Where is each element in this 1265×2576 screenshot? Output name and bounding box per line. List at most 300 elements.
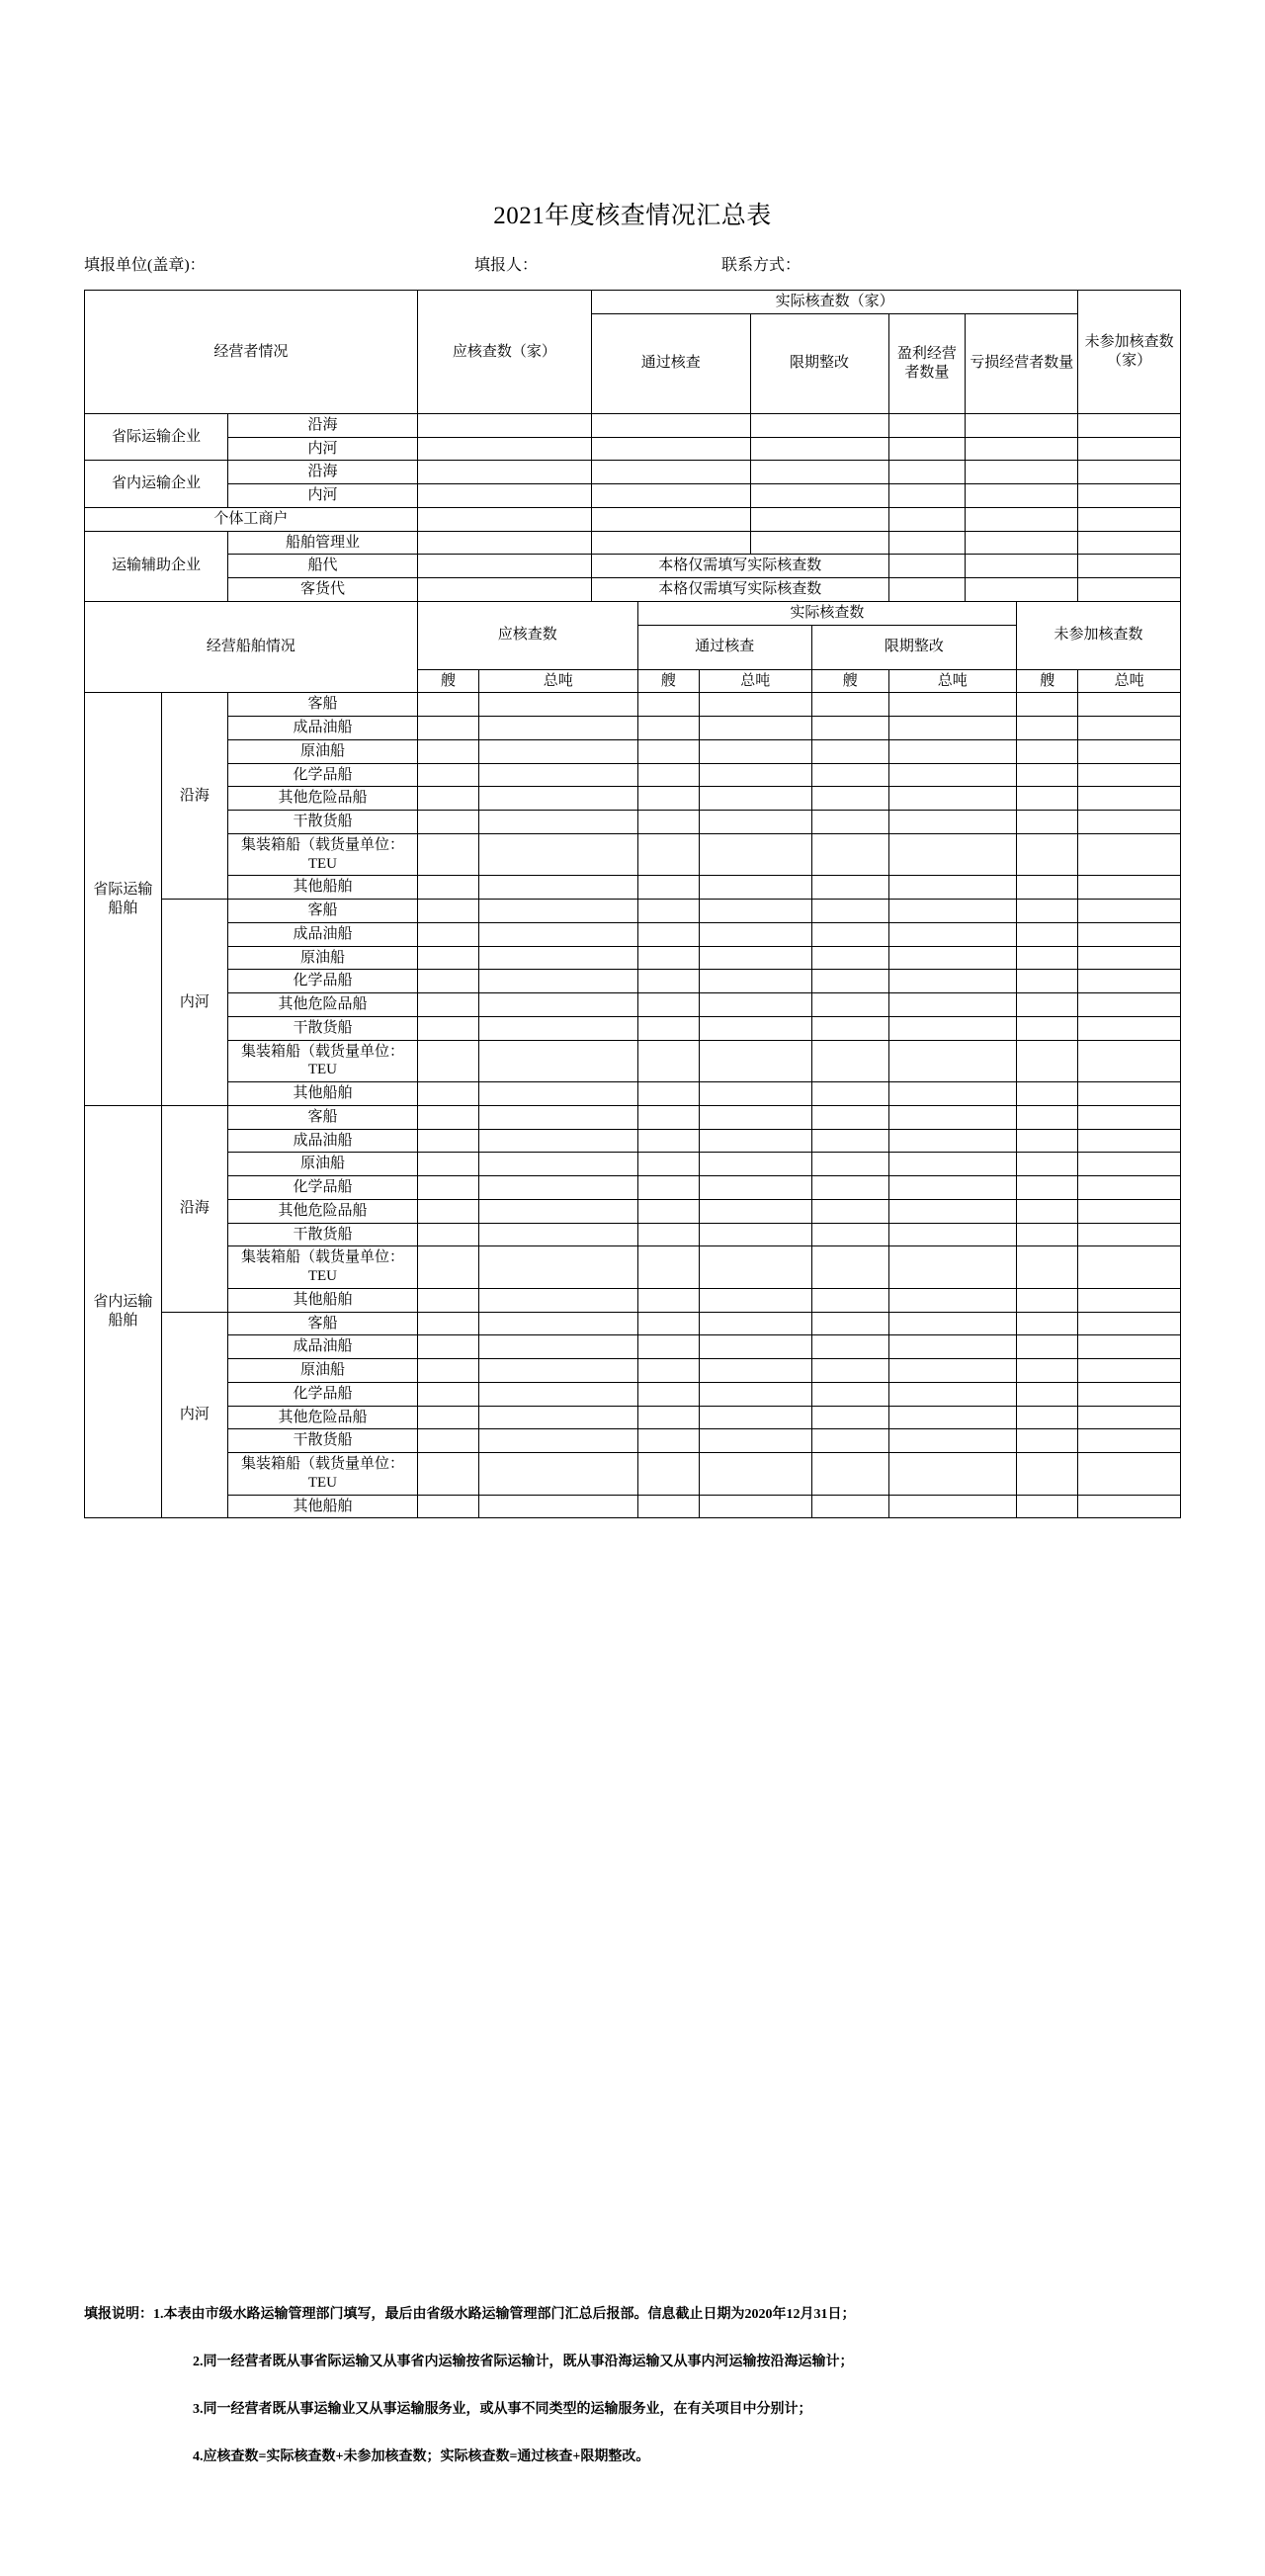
cell-rectify-tonnage[interactable] bbox=[888, 1176, 1017, 1200]
cell-loss[interactable] bbox=[966, 461, 1078, 484]
cell-loss[interactable] bbox=[966, 555, 1078, 578]
cell-not-joined-tonnage[interactable] bbox=[1078, 1153, 1181, 1176]
cell-not-joined-tonnage[interactable] bbox=[1078, 1359, 1181, 1383]
cell-should-check-ships[interactable] bbox=[417, 1176, 478, 1200]
cell-should-check-tonnage[interactable] bbox=[478, 1129, 637, 1153]
cell-should-check-tonnage[interactable] bbox=[478, 993, 637, 1017]
cell-not-joined-ships[interactable] bbox=[1017, 900, 1078, 923]
cell-rectify-tonnage[interactable] bbox=[888, 1016, 1017, 1040]
cell-rectify-ships[interactable] bbox=[811, 1223, 888, 1246]
cell-passed-tonnage[interactable] bbox=[699, 970, 811, 993]
cell-profit[interactable] bbox=[888, 461, 966, 484]
cell-should-check-ships[interactable] bbox=[417, 1288, 478, 1312]
cell-should-check-ships[interactable] bbox=[417, 1016, 478, 1040]
cell-passed-tonnage[interactable] bbox=[699, 946, 811, 970]
cell-should-check-ships[interactable] bbox=[417, 970, 478, 993]
cell-passed[interactable] bbox=[592, 507, 751, 531]
cell-loss[interactable] bbox=[966, 437, 1078, 461]
cell-should-check-tonnage[interactable] bbox=[478, 1105, 637, 1129]
cell-rectify-ships[interactable] bbox=[811, 970, 888, 993]
cell-not-joined-ships[interactable] bbox=[1017, 1082, 1078, 1106]
cell-passed-ships[interactable] bbox=[637, 1082, 699, 1106]
cell-rectify-ships[interactable] bbox=[811, 739, 888, 763]
cell-passed-tonnage[interactable] bbox=[699, 1105, 811, 1129]
cell-rectify-tonnage[interactable] bbox=[888, 1288, 1017, 1312]
cell-passed-tonnage[interactable] bbox=[699, 1223, 811, 1246]
cell-not-joined-tonnage[interactable] bbox=[1078, 1016, 1181, 1040]
cell-rectify-tonnage[interactable] bbox=[888, 1040, 1017, 1082]
cell-passed-tonnage[interactable] bbox=[699, 1335, 811, 1359]
cell-rectify-tonnage[interactable] bbox=[888, 717, 1017, 740]
cell-not-joined-tonnage[interactable] bbox=[1078, 1129, 1181, 1153]
cell-should-check[interactable] bbox=[417, 507, 591, 531]
cell-rectify-tonnage[interactable] bbox=[888, 876, 1017, 900]
cell-not-joined-tonnage[interactable] bbox=[1078, 1382, 1181, 1406]
cell-should-check-tonnage[interactable] bbox=[478, 1335, 637, 1359]
cell-passed-tonnage[interactable] bbox=[699, 1129, 811, 1153]
cell-passed-tonnage[interactable] bbox=[699, 1453, 811, 1496]
cell-should-check-tonnage[interactable] bbox=[478, 1199, 637, 1223]
cell-not-joined-ships[interactable] bbox=[1017, 1246, 1078, 1289]
cell-not-joined-tonnage[interactable] bbox=[1078, 811, 1181, 834]
cell-rectify-tonnage[interactable] bbox=[888, 787, 1017, 811]
cell-passed-ships[interactable] bbox=[637, 1223, 699, 1246]
cell-passed-tonnage[interactable] bbox=[699, 1016, 811, 1040]
cell-not-joined-ships[interactable] bbox=[1017, 1288, 1078, 1312]
cell-passed-ships[interactable] bbox=[637, 1429, 699, 1453]
cell-rectify-ships[interactable] bbox=[811, 787, 888, 811]
cell-passed[interactable] bbox=[592, 437, 751, 461]
cell-should-check-ships[interactable] bbox=[417, 1082, 478, 1106]
cell-passed-tonnage[interactable] bbox=[699, 833, 811, 876]
cell-not-joined-ships[interactable] bbox=[1017, 970, 1078, 993]
cell-rectify-ships[interactable] bbox=[811, 922, 888, 946]
cell-passed-tonnage[interactable] bbox=[699, 717, 811, 740]
cell-should-check-tonnage[interactable] bbox=[478, 763, 637, 787]
cell-should-check-ships[interactable] bbox=[417, 1105, 478, 1129]
cell-should-check-tonnage[interactable] bbox=[478, 946, 637, 970]
cell-rectify[interactable] bbox=[750, 437, 888, 461]
cell-not-joined-tonnage[interactable] bbox=[1078, 717, 1181, 740]
cell-profit[interactable] bbox=[888, 413, 966, 437]
cell-rectify-tonnage[interactable] bbox=[888, 1082, 1017, 1106]
cell-passed-tonnage[interactable] bbox=[699, 693, 811, 717]
cell-passed-ships[interactable] bbox=[637, 1176, 699, 1200]
cell-not-joined-ships[interactable] bbox=[1017, 1429, 1078, 1453]
cell-loss[interactable] bbox=[966, 507, 1078, 531]
cell-rectify-tonnage[interactable] bbox=[888, 1453, 1017, 1496]
cell-not-joined-tonnage[interactable] bbox=[1078, 970, 1181, 993]
cell-should-check-ships[interactable] bbox=[417, 1382, 478, 1406]
cell-rectify-tonnage[interactable] bbox=[888, 1246, 1017, 1289]
cell-rectify-ships[interactable] bbox=[811, 1288, 888, 1312]
cell-should-check-tonnage[interactable] bbox=[478, 1382, 637, 1406]
cell-not-joined[interactable] bbox=[1078, 555, 1181, 578]
cell-should-check-ships[interactable] bbox=[417, 1335, 478, 1359]
cell-loss[interactable] bbox=[966, 578, 1078, 602]
cell-profit[interactable] bbox=[888, 578, 966, 602]
cell-should-check-tonnage[interactable] bbox=[478, 1288, 637, 1312]
cell-passed-tonnage[interactable] bbox=[699, 1495, 811, 1518]
cell-should-check-tonnage[interactable] bbox=[478, 1153, 637, 1176]
cell-not-joined-tonnage[interactable] bbox=[1078, 1429, 1181, 1453]
cell-rectify-tonnage[interactable] bbox=[888, 900, 1017, 923]
cell-should-check-tonnage[interactable] bbox=[478, 811, 637, 834]
cell-not-joined-tonnage[interactable] bbox=[1078, 946, 1181, 970]
cell-should-check-ships[interactable] bbox=[417, 1129, 478, 1153]
cell-not-joined-ships[interactable] bbox=[1017, 1359, 1078, 1383]
cell-not-joined[interactable] bbox=[1078, 437, 1181, 461]
cell-rectify-ships[interactable] bbox=[811, 833, 888, 876]
cell-passed-tonnage[interactable] bbox=[699, 1082, 811, 1106]
cell-profit[interactable] bbox=[888, 484, 966, 508]
cell-should-check-tonnage[interactable] bbox=[478, 1223, 637, 1246]
cell-not-joined-tonnage[interactable] bbox=[1078, 1312, 1181, 1335]
cell-passed-tonnage[interactable] bbox=[699, 1312, 811, 1335]
cell-not-joined-ships[interactable] bbox=[1017, 787, 1078, 811]
cell-not-joined-tonnage[interactable] bbox=[1078, 876, 1181, 900]
cell-not-joined[interactable] bbox=[1078, 484, 1181, 508]
cell-should-check-ships[interactable] bbox=[417, 1429, 478, 1453]
cell-passed-tonnage[interactable] bbox=[699, 876, 811, 900]
cell-should-check-ships[interactable] bbox=[417, 1495, 478, 1518]
cell-not-joined-ships[interactable] bbox=[1017, 876, 1078, 900]
cell-not-joined-ships[interactable] bbox=[1017, 1040, 1078, 1082]
cell-rectify-ships[interactable] bbox=[811, 1153, 888, 1176]
cell-should-check-ships[interactable] bbox=[417, 787, 478, 811]
cell-not-joined-ships[interactable] bbox=[1017, 1495, 1078, 1518]
cell-not-joined-tonnage[interactable] bbox=[1078, 1082, 1181, 1106]
cell-rectify-ships[interactable] bbox=[811, 1105, 888, 1129]
cell-rectify-tonnage[interactable] bbox=[888, 1129, 1017, 1153]
cell-should-check-tonnage[interactable] bbox=[478, 900, 637, 923]
cell-should-check-ships[interactable] bbox=[417, 811, 478, 834]
cell-should-check-tonnage[interactable] bbox=[478, 1246, 637, 1289]
cell-should-check-ships[interactable] bbox=[417, 717, 478, 740]
cell-rectify-ships[interactable] bbox=[811, 1335, 888, 1359]
cell-should-check-tonnage[interactable] bbox=[478, 1016, 637, 1040]
cell-rectify-tonnage[interactable] bbox=[888, 811, 1017, 834]
cell-should-check-tonnage[interactable] bbox=[478, 1040, 637, 1082]
cell-not-joined-ships[interactable] bbox=[1017, 739, 1078, 763]
cell-not-joined-tonnage[interactable] bbox=[1078, 1223, 1181, 1246]
cell-rectify-ships[interactable] bbox=[811, 1040, 888, 1082]
cell-not-joined-ships[interactable] bbox=[1017, 1335, 1078, 1359]
cell-rectify-tonnage[interactable] bbox=[888, 1429, 1017, 1453]
cell-profit[interactable] bbox=[888, 531, 966, 555]
cell-passed-tonnage[interactable] bbox=[699, 1288, 811, 1312]
cell-not-joined-tonnage[interactable] bbox=[1078, 1495, 1181, 1518]
cell-passed-tonnage[interactable] bbox=[699, 900, 811, 923]
cell-should-check-tonnage[interactable] bbox=[478, 1359, 637, 1383]
cell-rectify-tonnage[interactable] bbox=[888, 1223, 1017, 1246]
cell-should-check-tonnage[interactable] bbox=[478, 970, 637, 993]
cell-passed-tonnage[interactable] bbox=[699, 811, 811, 834]
cell-should-check-ships[interactable] bbox=[417, 1040, 478, 1082]
cell-passed-ships[interactable] bbox=[637, 1153, 699, 1176]
cell-should-check-ships[interactable] bbox=[417, 1453, 478, 1496]
cell-passed-tonnage[interactable] bbox=[699, 1382, 811, 1406]
cell-passed-ships[interactable] bbox=[637, 1312, 699, 1335]
cell-passed-ships[interactable] bbox=[637, 717, 699, 740]
cell-should-check[interactable] bbox=[417, 461, 591, 484]
cell-rectify-ships[interactable] bbox=[811, 993, 888, 1017]
cell-should-check-ships[interactable] bbox=[417, 1406, 478, 1429]
cell-rectify-tonnage[interactable] bbox=[888, 970, 1017, 993]
cell-passed-tonnage[interactable] bbox=[699, 1199, 811, 1223]
cell-not-joined-tonnage[interactable] bbox=[1078, 922, 1181, 946]
cell-passed-tonnage[interactable] bbox=[699, 1359, 811, 1383]
cell-profit[interactable] bbox=[888, 507, 966, 531]
cell-not-joined-tonnage[interactable] bbox=[1078, 993, 1181, 1017]
cell-should-check-ships[interactable] bbox=[417, 1199, 478, 1223]
cell-should-check[interactable] bbox=[417, 531, 591, 555]
cell-should-check-ships[interactable] bbox=[417, 1246, 478, 1289]
cell-passed-tonnage[interactable] bbox=[699, 763, 811, 787]
cell-not-joined-tonnage[interactable] bbox=[1078, 900, 1181, 923]
cell-passed[interactable] bbox=[592, 531, 751, 555]
cell-rectify-tonnage[interactable] bbox=[888, 1335, 1017, 1359]
cell-should-check-tonnage[interactable] bbox=[478, 833, 637, 876]
cell-not-joined[interactable] bbox=[1078, 413, 1181, 437]
cell-rectify[interactable] bbox=[750, 461, 888, 484]
cell-rectify-tonnage[interactable] bbox=[888, 1406, 1017, 1429]
cell-passed-ships[interactable] bbox=[637, 1495, 699, 1518]
cell-should-check-ships[interactable] bbox=[417, 993, 478, 1017]
cell-passed-ships[interactable] bbox=[637, 1382, 699, 1406]
cell-should-check[interactable] bbox=[417, 437, 591, 461]
cell-passed-ships[interactable] bbox=[637, 1335, 699, 1359]
cell-rectify-tonnage[interactable] bbox=[888, 1153, 1017, 1176]
cell-loss[interactable] bbox=[966, 484, 1078, 508]
cell-passed-ships[interactable] bbox=[637, 1406, 699, 1429]
cell-rectify-ships[interactable] bbox=[811, 946, 888, 970]
cell-should-check-ships[interactable] bbox=[417, 693, 478, 717]
cell-passed-tonnage[interactable] bbox=[699, 1040, 811, 1082]
cell-not-joined[interactable] bbox=[1078, 531, 1181, 555]
cell-passed-tonnage[interactable] bbox=[699, 1246, 811, 1289]
cell-rectify[interactable] bbox=[750, 413, 888, 437]
cell-not-joined-ships[interactable] bbox=[1017, 922, 1078, 946]
cell-not-joined-ships[interactable] bbox=[1017, 1176, 1078, 1200]
cell-passed-ships[interactable] bbox=[637, 1359, 699, 1383]
cell-not-joined-tonnage[interactable] bbox=[1078, 1453, 1181, 1496]
cell-not-joined-ships[interactable] bbox=[1017, 993, 1078, 1017]
cell-not-joined-ships[interactable] bbox=[1017, 693, 1078, 717]
cell-not-joined-ships[interactable] bbox=[1017, 833, 1078, 876]
cell-rectify-ships[interactable] bbox=[811, 1312, 888, 1335]
cell-passed-tonnage[interactable] bbox=[699, 1429, 811, 1453]
cell-should-check-ships[interactable] bbox=[417, 1223, 478, 1246]
cell-should-check-ships[interactable] bbox=[417, 922, 478, 946]
cell-rectify-ships[interactable] bbox=[811, 900, 888, 923]
cell-not-joined-ships[interactable] bbox=[1017, 1453, 1078, 1496]
cell-profit[interactable] bbox=[888, 437, 966, 461]
cell-should-check-ships[interactable] bbox=[417, 946, 478, 970]
cell-passed-tonnage[interactable] bbox=[699, 1153, 811, 1176]
cell-not-joined-ships[interactable] bbox=[1017, 1312, 1078, 1335]
cell-passed[interactable] bbox=[592, 484, 751, 508]
cell-passed-tonnage[interactable] bbox=[699, 1406, 811, 1429]
cell-loss[interactable] bbox=[966, 413, 1078, 437]
cell-should-check-tonnage[interactable] bbox=[478, 739, 637, 763]
cell-passed-ships[interactable] bbox=[637, 993, 699, 1017]
cell-not-joined-ships[interactable] bbox=[1017, 1105, 1078, 1129]
cell-should-check[interactable] bbox=[417, 413, 591, 437]
cell-should-check-ships[interactable] bbox=[417, 1359, 478, 1383]
cell-rectify-tonnage[interactable] bbox=[888, 1359, 1017, 1383]
cell-not-joined-tonnage[interactable] bbox=[1078, 1176, 1181, 1200]
cell-not-joined-tonnage[interactable] bbox=[1078, 1040, 1181, 1082]
cell-rectify-ships[interactable] bbox=[811, 1382, 888, 1406]
cell-not-joined-tonnage[interactable] bbox=[1078, 1246, 1181, 1289]
cell-passed-ships[interactable] bbox=[637, 1246, 699, 1289]
cell-rectify[interactable] bbox=[750, 531, 888, 555]
cell-not-joined-tonnage[interactable] bbox=[1078, 739, 1181, 763]
cell-loss[interactable] bbox=[966, 531, 1078, 555]
cell-not-joined[interactable] bbox=[1078, 461, 1181, 484]
cell-not-joined-tonnage[interactable] bbox=[1078, 693, 1181, 717]
cell-should-check-tonnage[interactable] bbox=[478, 922, 637, 946]
cell-passed-ships[interactable] bbox=[637, 1040, 699, 1082]
cell-should-check-tonnage[interactable] bbox=[478, 1406, 637, 1429]
cell-rectify-ships[interactable] bbox=[811, 1246, 888, 1289]
cell-rectify-ships[interactable] bbox=[811, 1406, 888, 1429]
cell-should-check-tonnage[interactable] bbox=[478, 1429, 637, 1453]
cell-should-check[interactable] bbox=[417, 555, 591, 578]
cell-should-check-tonnage[interactable] bbox=[478, 876, 637, 900]
cell-rectify-ships[interactable] bbox=[811, 1129, 888, 1153]
cell-should-check-ships[interactable] bbox=[417, 1312, 478, 1335]
cell-should-check-tonnage[interactable] bbox=[478, 1082, 637, 1106]
cell-passed-tonnage[interactable] bbox=[699, 739, 811, 763]
cell-passed-ships[interactable] bbox=[637, 1453, 699, 1496]
cell-rectify-ships[interactable] bbox=[811, 1082, 888, 1106]
cell-not-joined[interactable] bbox=[1078, 507, 1181, 531]
cell-rectify-ships[interactable] bbox=[811, 1199, 888, 1223]
cell-should-check-tonnage[interactable] bbox=[478, 787, 637, 811]
cell-should-check-ships[interactable] bbox=[417, 833, 478, 876]
cell-passed-ships[interactable] bbox=[637, 922, 699, 946]
cell-rectify-ships[interactable] bbox=[811, 1016, 888, 1040]
cell-should-check-tonnage[interactable] bbox=[478, 1495, 637, 1518]
cell-passed[interactable] bbox=[592, 413, 751, 437]
cell-rectify-ships[interactable] bbox=[811, 763, 888, 787]
cell-rectify-ships[interactable] bbox=[811, 1453, 888, 1496]
cell-not-joined-tonnage[interactable] bbox=[1078, 1335, 1181, 1359]
cell-not-joined-ships[interactable] bbox=[1017, 811, 1078, 834]
cell-not-joined-tonnage[interactable] bbox=[1078, 763, 1181, 787]
cell-not-joined-tonnage[interactable] bbox=[1078, 1288, 1181, 1312]
cell-passed-ships[interactable] bbox=[637, 1105, 699, 1129]
cell-rectify-tonnage[interactable] bbox=[888, 993, 1017, 1017]
cell-rectify-tonnage[interactable] bbox=[888, 693, 1017, 717]
cell-passed-ships[interactable] bbox=[637, 787, 699, 811]
cell-not-joined-tonnage[interactable] bbox=[1078, 1406, 1181, 1429]
cell-rectify-tonnage[interactable] bbox=[888, 922, 1017, 946]
cell-passed-tonnage[interactable] bbox=[699, 993, 811, 1017]
cell-rectify-ships[interactable] bbox=[811, 811, 888, 834]
cell-passed-ships[interactable] bbox=[637, 900, 699, 923]
cell-rectify[interactable] bbox=[750, 507, 888, 531]
cell-rectify-ships[interactable] bbox=[811, 693, 888, 717]
cell-rectify-tonnage[interactable] bbox=[888, 1312, 1017, 1335]
cell-rectify-ships[interactable] bbox=[811, 876, 888, 900]
cell-rectify-ships[interactable] bbox=[811, 1359, 888, 1383]
cell-rectify-ships[interactable] bbox=[811, 1495, 888, 1518]
cell-should-check-tonnage[interactable] bbox=[478, 717, 637, 740]
cell-not-joined-ships[interactable] bbox=[1017, 1016, 1078, 1040]
cell-passed-tonnage[interactable] bbox=[699, 922, 811, 946]
cell-passed-ships[interactable] bbox=[637, 876, 699, 900]
cell-not-joined-tonnage[interactable] bbox=[1078, 1105, 1181, 1129]
cell-rectify-tonnage[interactable] bbox=[888, 1382, 1017, 1406]
cell-passed-ships[interactable] bbox=[637, 811, 699, 834]
cell-passed-ships[interactable] bbox=[637, 1288, 699, 1312]
cell-passed-ships[interactable] bbox=[637, 763, 699, 787]
cell-rectify-tonnage[interactable] bbox=[888, 1105, 1017, 1129]
cell-should-check-tonnage[interactable] bbox=[478, 1312, 637, 1335]
cell-passed-tonnage[interactable] bbox=[699, 787, 811, 811]
cell-rectify-ships[interactable] bbox=[811, 1176, 888, 1200]
cell-not-joined-tonnage[interactable] bbox=[1078, 787, 1181, 811]
cell-should-check-ships[interactable] bbox=[417, 876, 478, 900]
cell-should-check[interactable] bbox=[417, 578, 591, 602]
cell-rectify-tonnage[interactable] bbox=[888, 946, 1017, 970]
cell-rectify-tonnage[interactable] bbox=[888, 1495, 1017, 1518]
cell-rectify-tonnage[interactable] bbox=[888, 833, 1017, 876]
cell-passed-tonnage[interactable] bbox=[699, 1176, 811, 1200]
cell-passed-ships[interactable] bbox=[637, 946, 699, 970]
cell-rectify-tonnage[interactable] bbox=[888, 739, 1017, 763]
cell-rectify-tonnage[interactable] bbox=[888, 1199, 1017, 1223]
cell-profit[interactable] bbox=[888, 555, 966, 578]
cell-not-joined-tonnage[interactable] bbox=[1078, 1199, 1181, 1223]
cell-rectify-ships[interactable] bbox=[811, 1429, 888, 1453]
cell-should-check-ships[interactable] bbox=[417, 1153, 478, 1176]
cell-should-check-ships[interactable] bbox=[417, 900, 478, 923]
cell-not-joined-ships[interactable] bbox=[1017, 1223, 1078, 1246]
cell-rectify-tonnage[interactable] bbox=[888, 763, 1017, 787]
cell-passed-ships[interactable] bbox=[637, 739, 699, 763]
cell-not-joined-ships[interactable] bbox=[1017, 1406, 1078, 1429]
cell-not-joined-ships[interactable] bbox=[1017, 1199, 1078, 1223]
cell-not-joined-ships[interactable] bbox=[1017, 717, 1078, 740]
cell-passed-ships[interactable] bbox=[637, 1016, 699, 1040]
cell-should-check-ships[interactable] bbox=[417, 739, 478, 763]
cell-rectify[interactable] bbox=[750, 484, 888, 508]
cell-passed[interactable] bbox=[592, 461, 751, 484]
cell-not-joined-ships[interactable] bbox=[1017, 1382, 1078, 1406]
cell-passed-ships[interactable] bbox=[637, 693, 699, 717]
cell-not-joined-ships[interactable] bbox=[1017, 1129, 1078, 1153]
cell-passed-ships[interactable] bbox=[637, 833, 699, 876]
cell-should-check-tonnage[interactable] bbox=[478, 693, 637, 717]
cell-passed-ships[interactable] bbox=[637, 970, 699, 993]
cell-should-check-ships[interactable] bbox=[417, 763, 478, 787]
cell-passed-ships[interactable] bbox=[637, 1129, 699, 1153]
cell-not-joined-ships[interactable] bbox=[1017, 946, 1078, 970]
cell-not-joined-ships[interactable] bbox=[1017, 763, 1078, 787]
cell-not-joined-ships[interactable] bbox=[1017, 1153, 1078, 1176]
cell-should-check-tonnage[interactable] bbox=[478, 1176, 637, 1200]
cell-rectify-ships[interactable] bbox=[811, 717, 888, 740]
cell-should-check-tonnage[interactable] bbox=[478, 1453, 637, 1496]
cell-not-joined-tonnage[interactable] bbox=[1078, 833, 1181, 876]
cell-not-joined[interactable] bbox=[1078, 578, 1181, 602]
cell-passed-ships[interactable] bbox=[637, 1199, 699, 1223]
cell-should-check[interactable] bbox=[417, 484, 591, 508]
